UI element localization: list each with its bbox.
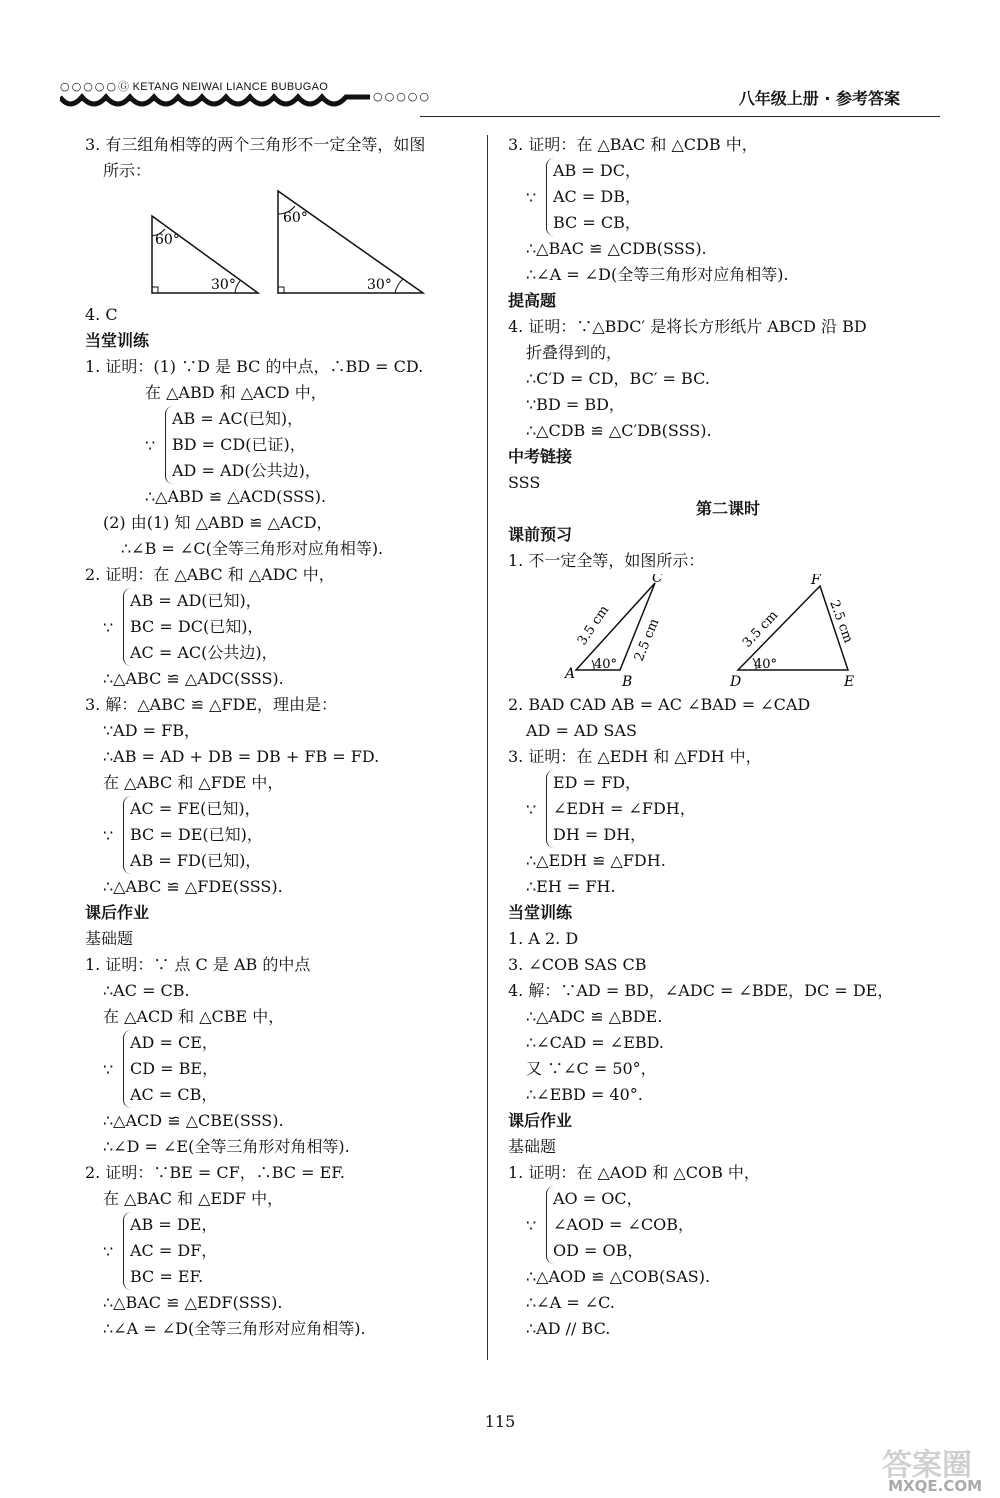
text-line: 3. 有三组角相等的两个三角形不一定全等，如图	[85, 135, 426, 154]
text-line: 1. A 2. D	[508, 929, 579, 948]
header-dots-right: ○○○○○	[373, 90, 431, 103]
brace-group	[85, 406, 485, 484]
brace-item: BC = CB，	[553, 213, 641, 232]
text-line: ∴△EDH ≌ △FDH.	[526, 851, 666, 870]
triangle-figure	[85, 184, 485, 302]
text-line: 所示：	[103, 161, 152, 180]
text-line: 2. BAD CAD AB = AC ∠BAD = ∠CAD	[508, 695, 811, 714]
vertex-label-a: A	[565, 666, 576, 682]
text-line: 2. 证明：在 △ABC 和 △ADC 中，	[85, 565, 335, 584]
section-heading: 课前预习	[508, 525, 573, 544]
text-line: 4. C	[85, 305, 118, 324]
text-line: (2) 由(1) 知 △ABD ≌ △ACD，	[103, 513, 333, 532]
brace-item: ∠AOD = ∠COB，	[553, 1215, 695, 1234]
brace-group	[85, 1030, 485, 1108]
page-number: 115	[484, 1412, 516, 1431]
header-rule	[420, 116, 940, 117]
text-line: ∴∠EBD = 40°.	[526, 1085, 643, 1104]
lesson-heading: 第二课时	[695, 499, 760, 518]
brace-item: CD = BE，	[130, 1059, 219, 1078]
brace-item: BC = DC(已知)，	[130, 617, 264, 636]
text-line: ∴△ABC ≌ △FDE(SSS).	[103, 877, 283, 896]
text-line: ∴AB = AD + DB = DB + FB = FD.	[103, 747, 380, 766]
tri2-angle-bottom: 30°	[367, 277, 392, 293]
brace-item: AC = DF，	[130, 1241, 218, 1260]
section-heading: 中考链接	[508, 447, 573, 466]
text-line: ∴△BAC ≌ △CDB(SSS).	[526, 239, 707, 258]
brace-item: ED = FD，	[553, 773, 642, 792]
brace-item: AB = AC(已知)，	[172, 409, 304, 428]
text-line: 在 △ACD 和 △CBE 中，	[103, 1007, 285, 1026]
because-symbol: ∵	[145, 435, 156, 455]
brace-item: AC = AC(公共边)，	[130, 643, 278, 662]
vertex-label-f: F	[811, 574, 821, 588]
because-symbol: ∵	[526, 187, 537, 207]
brace-item: ∠EDH = ∠FDH，	[553, 799, 696, 818]
text-line: ∴∠A = ∠C.	[526, 1293, 615, 1312]
text-line: ∴C′D = CD，BC′ = BC.	[526, 369, 710, 388]
text-line: ∴△BAC ≌ △EDF(SSS).	[103, 1293, 283, 1312]
because-symbol: ∵	[103, 617, 114, 637]
text-line: 4. 解：∵AD = BD，∠ADC = ∠BDE，DC = DE，	[508, 981, 894, 1000]
brace-group	[508, 1186, 948, 1264]
because-symbol: ∵	[103, 1241, 114, 1261]
vertex-label-c: C	[652, 574, 663, 586]
header-ornament	[60, 91, 380, 113]
text-line: ∴△CDB ≌ △C′DB(SSS).	[526, 421, 712, 440]
brace-item: AB = FD(已知)，	[130, 851, 262, 870]
text-line: ∴△AOD ≌ △COB(SAS).	[526, 1267, 711, 1286]
series-title: Ⓖ KETANG NEIWAI LIANCE BUBUGAO	[118, 81, 329, 93]
text-line: ∵AD = FB，	[103, 721, 201, 740]
text-line: 在 △BAC 和 △EDF 中，	[103, 1189, 284, 1208]
brace-group	[508, 770, 948, 848]
page-header	[60, 78, 940, 118]
text-line: ∴△ABD ≌ △ACD(SSS).	[145, 487, 327, 506]
text-line: 在 △ABC 和 △FDE 中，	[103, 773, 284, 792]
text-line: ∴AC = CB.	[103, 981, 190, 1000]
brace-item: AB = DC，	[553, 161, 641, 180]
brace-item: AC = FE(已知)，	[130, 799, 261, 818]
brace-item: AC = DB，	[553, 187, 641, 206]
tri1-angle-bottom: 30°	[211, 277, 236, 293]
brace-item: AO = OC，	[553, 1189, 643, 1208]
text-line: ∴∠CAD = ∠EBD.	[526, 1033, 664, 1052]
because-symbol: ∵	[526, 1215, 537, 1235]
text-line: 1. 证明：(1) ∵D 是 BC 的中点，∴BD = CD.	[85, 357, 424, 376]
text-line: 又 ∵∠C = 50°，	[526, 1059, 657, 1078]
text-line: 1. 不一定全等，如图所示：	[508, 551, 705, 570]
brace-item: AC = CB，	[130, 1085, 218, 1104]
watermark-logo: 答案圈	[882, 1448, 972, 1483]
side-label-ac: 3.5 cm	[574, 603, 613, 649]
brace-item: BC = DE(已知)，	[130, 825, 263, 844]
text-line: AD = AD SAS	[526, 721, 637, 740]
vertex-label-d: D	[730, 674, 742, 690]
text-line: 基础题	[85, 929, 134, 948]
section-heading: 课后作业	[508, 1111, 573, 1130]
brace-item: BC = EF.	[130, 1267, 204, 1286]
brace-item: BD = CD(已证)，	[172, 435, 306, 454]
tri2-angle-top: 60°	[283, 210, 308, 226]
brace-group	[508, 158, 948, 236]
brace-group	[85, 1212, 485, 1290]
figure-triangles-sas	[508, 574, 948, 692]
header-dots-left: ○○○○○	[60, 80, 118, 93]
text-line: 在 △ABD 和 △ACD 中，	[145, 383, 327, 402]
text-line: 3. 证明：在 △EDH 和 △FDH 中，	[508, 747, 762, 766]
angle-label-a: 40°	[594, 657, 618, 672]
brace-item: AB = AD(已知)，	[130, 591, 262, 610]
vertex-label-e: E	[844, 674, 855, 690]
text-line: ∵BD = BD，	[526, 395, 625, 414]
section-heading: 当堂训练	[85, 331, 150, 350]
side-label-bc: 2.5 cm	[631, 616, 663, 664]
section-heading: 课后作业	[85, 903, 150, 922]
side-label-ef: 2.5 cm	[826, 598, 856, 646]
angle-label-d: 40°	[754, 657, 778, 672]
side-label-df: 3.5 cm	[739, 608, 782, 651]
right-column	[508, 132, 948, 1342]
left-column	[85, 132, 485, 1342]
text-line: 1. 证明：在 △AOD 和 △COB 中，	[508, 1163, 760, 1182]
text-line: 折叠得到的，	[526, 343, 623, 362]
brace-item: AD = CE，	[130, 1033, 218, 1052]
brace-item: DH = DH，	[553, 825, 647, 844]
text-line: ∴△ACD ≌ △CBE(SSS).	[103, 1111, 284, 1130]
because-symbol: ∵	[103, 1059, 114, 1079]
vertex-label-b: B	[622, 674, 633, 690]
triangle-figure	[508, 574, 948, 692]
text-line: 1. 证明：∵ 点 C 是 AB 的中点	[85, 955, 311, 974]
text-line: ∴∠B = ∠C(全等三角形对应角相等).	[121, 539, 384, 558]
brace-item: AB = DE，	[130, 1215, 218, 1234]
text-line: 4. 证明：∵△BDC′ 是将长方形纸片 ABCD 沿 BD	[508, 317, 867, 336]
because-symbol: ∵	[526, 799, 537, 819]
brace-group	[85, 796, 485, 874]
text-line: ∴AD // BC.	[526, 1319, 611, 1338]
text-line: 3. 解：△ABC ≌ △FDE，理由是：	[85, 695, 338, 714]
text-line: 3. ∠COB SAS CB	[508, 955, 647, 974]
book-title: 八年级上册 · 参考答案	[738, 89, 900, 108]
brace-group	[85, 588, 485, 666]
because-symbol: ∵	[103, 825, 114, 845]
brace-item: OD = OB，	[553, 1241, 644, 1260]
text-line: 基础题	[508, 1137, 557, 1156]
watermark-url: MXQE.COM	[888, 1477, 982, 1495]
text-line: ∴∠A = ∠D(全等三角形对应角相等).	[526, 265, 789, 284]
section-heading: 当堂训练	[508, 903, 573, 922]
column-divider	[487, 135, 488, 1360]
text-line: ∴△ADC ≌ △BDE.	[526, 1007, 663, 1026]
text-line: ∴EH = FH.	[526, 877, 616, 896]
text-line: 2. 证明：∵BE = CF，∴BC = EF.	[85, 1163, 345, 1182]
section-heading: 提高题	[508, 291, 557, 310]
text-line: ∴△ABC ≌ △ADC(SSS).	[103, 669, 284, 688]
text-line: SSS	[508, 473, 541, 492]
text-line: 3. 证明：在 △BAC 和 △CDB 中，	[508, 135, 758, 154]
tri1-angle-top: 60°	[155, 232, 180, 248]
text-line: ∴∠D = ∠E(全等三角形对角相等).	[103, 1137, 350, 1156]
text-line: ∴∠A = ∠D(全等三角形对应角相等).	[103, 1319, 366, 1338]
brace-item: AD = AD(公共边)，	[172, 461, 321, 480]
watermark	[792, 1440, 982, 1495]
figure-triangles-aaa	[85, 184, 485, 302]
